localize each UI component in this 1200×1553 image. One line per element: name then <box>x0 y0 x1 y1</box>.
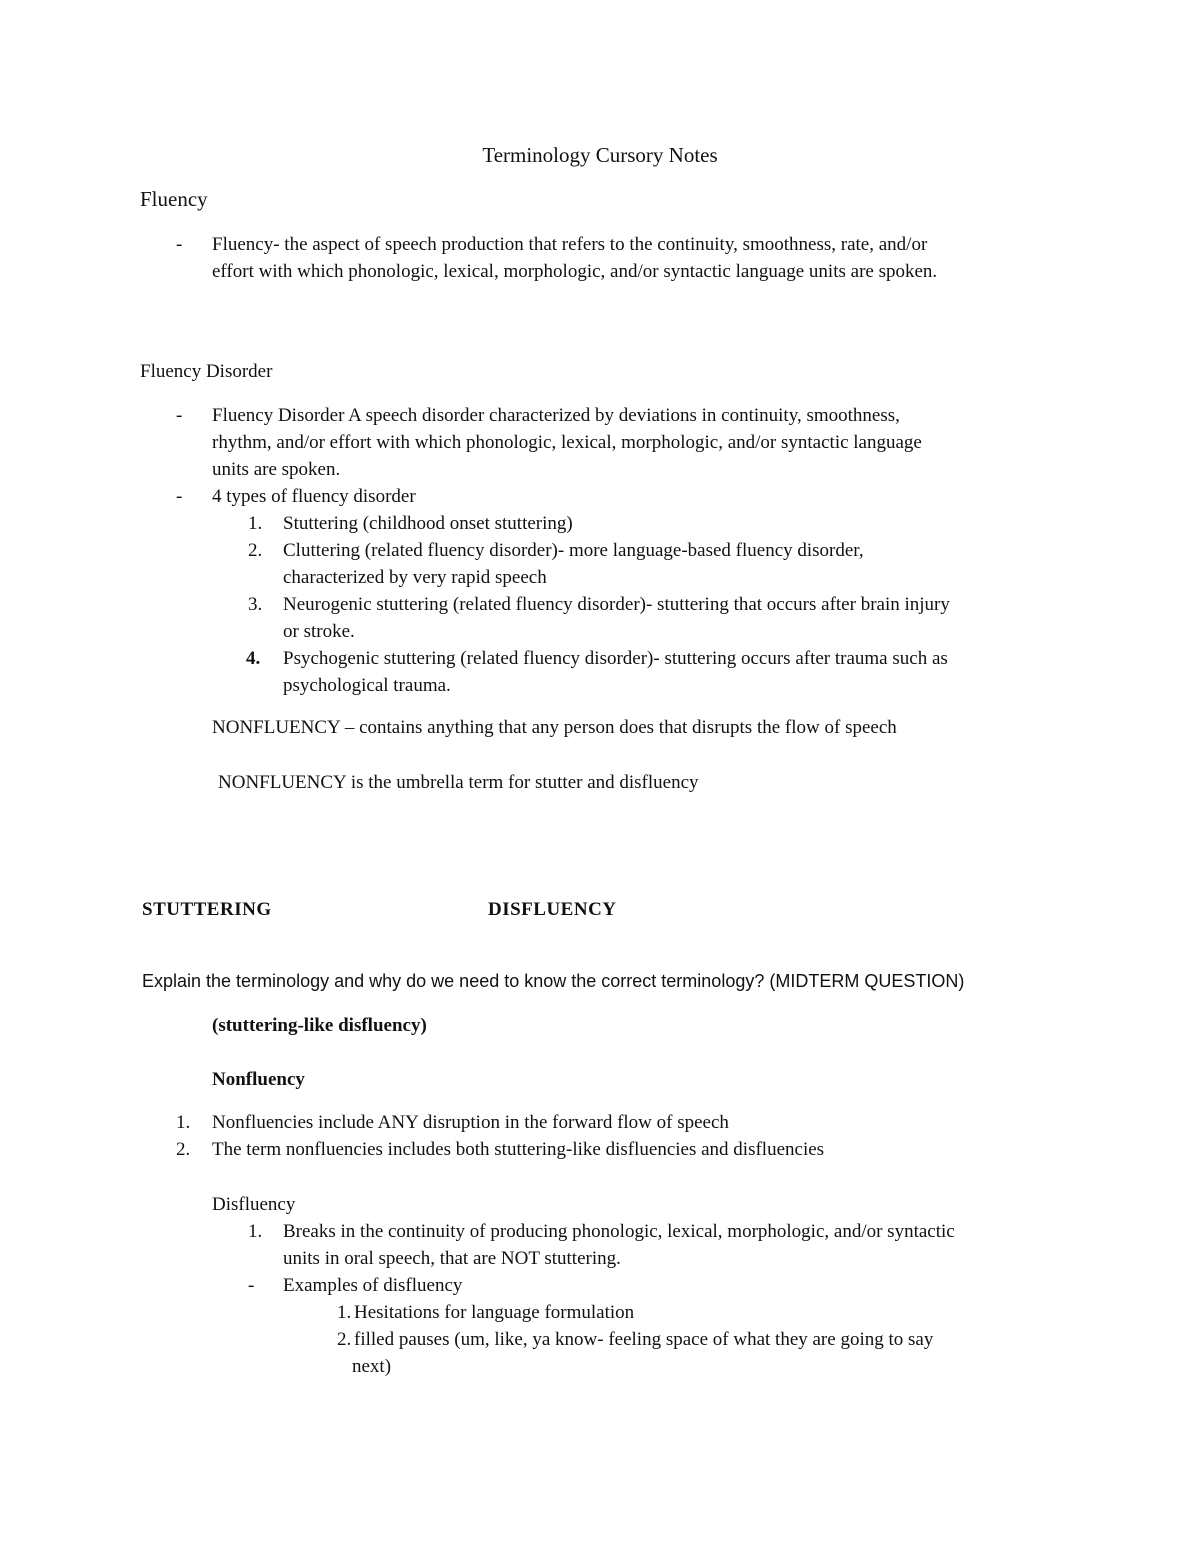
stuttering-column-heading: STUTTERING <box>142 899 272 920</box>
fluency-heading: Fluency <box>140 187 208 211</box>
disfluency-column-heading: DISFLUENCY <box>488 899 617 920</box>
bullet-marker: - <box>176 405 183 426</box>
list-item-continuation: next) <box>352 1356 392 1377</box>
list-number: 2. <box>248 540 263 561</box>
fluency-disorder-types-label: 4 types of fluency disorder <box>212 486 416 507</box>
list-item: Neurogenic stuttering (related fluency disorder)- stuttering that occurs after brain injury <box>283 594 950 615</box>
list-item: filled pauses (um, like, ya know- feeling space of what they are going to say <box>354 1329 934 1350</box>
fluency-disorder-definition-line: rhythm, and/or effort with which phonologic, lexical, morphologic, and/or syntactic language <box>212 432 922 453</box>
midterm-question: Explain the terminology and why do we need to know the correct terminology? (MIDTERM QUESTION) <box>142 971 965 991</box>
list-number: 1. <box>248 1221 263 1242</box>
stuttering-like-disfluency-label: (stuttering-like disfluency) <box>212 1015 427 1036</box>
list-item-continuation: units in oral speech, that are NOT stuttering. <box>283 1248 621 1269</box>
examples-label: Examples of disfluency <box>283 1275 463 1296</box>
nonfluency-umbrella-note: NONFLUENCY is the umbrella term for stutter and disfluency <box>218 772 699 793</box>
list-number: 3. <box>248 594 263 615</box>
list-item: The term nonfluencies includes both stuttering-like disfluencies and disfluencies <box>212 1139 825 1160</box>
list-number: 1. <box>337 1302 352 1323</box>
bullet-marker: - <box>176 486 183 507</box>
disfluency-heading: Disfluency <box>212 1194 296 1215</box>
list-number: 1. <box>248 513 263 534</box>
list-item-continuation: or stroke. <box>283 621 355 642</box>
nonfluency-definition: NONFLUENCY – contains anything that any person does that disrupts the flow of speech <box>212 717 897 738</box>
fluency-disorder-definition-line: units are spoken. <box>212 459 341 480</box>
list-item: Stuttering (childhood onset stuttering) <box>283 513 573 534</box>
list-item: Psychogenic stuttering (related fluency disorder)- stuttering occurs after trauma such as <box>283 648 948 669</box>
fluency-disorder-heading: Fluency Disorder <box>140 361 273 382</box>
fluency-definition-line: effort with which phonologic, lexical, morphologic, and/or syntactic language units are spoken. <box>212 261 938 282</box>
list-item: Cluttering (related fluency disorder)- more language-based fluency disorder, <box>283 540 864 561</box>
list-number: 2. <box>337 1329 352 1350</box>
nonfluency-heading: Nonfluency <box>212 1069 305 1090</box>
list-item: Nonfluencies include ANY disruption in the forward flow of speech <box>212 1112 729 1133</box>
list-item-continuation: characterized by very rapid speech <box>283 567 547 588</box>
list-item: Hesitations for language formulation <box>354 1302 635 1323</box>
list-number: 1. <box>176 1112 191 1133</box>
list-number: 2. <box>176 1139 191 1160</box>
list-item: Breaks in the continuity of producing phonologic, lexical, morphologic, and/or syntactic <box>283 1221 955 1242</box>
page-title: Terminology Cursory Notes <box>482 143 718 167</box>
fluency-definition-line: Fluency- the aspect of speech production that refers to the continuity, smoothness, rate, and/or <box>212 234 928 255</box>
bullet-marker: - <box>176 234 183 255</box>
bullet-marker: - <box>248 1275 255 1296</box>
list-item-continuation: psychological trauma. <box>283 675 451 696</box>
fluency-disorder-definition-line: Fluency Disorder A speech disorder characterized by deviations in continuity, smoothness, <box>212 405 900 426</box>
list-number: 4. <box>246 648 261 669</box>
